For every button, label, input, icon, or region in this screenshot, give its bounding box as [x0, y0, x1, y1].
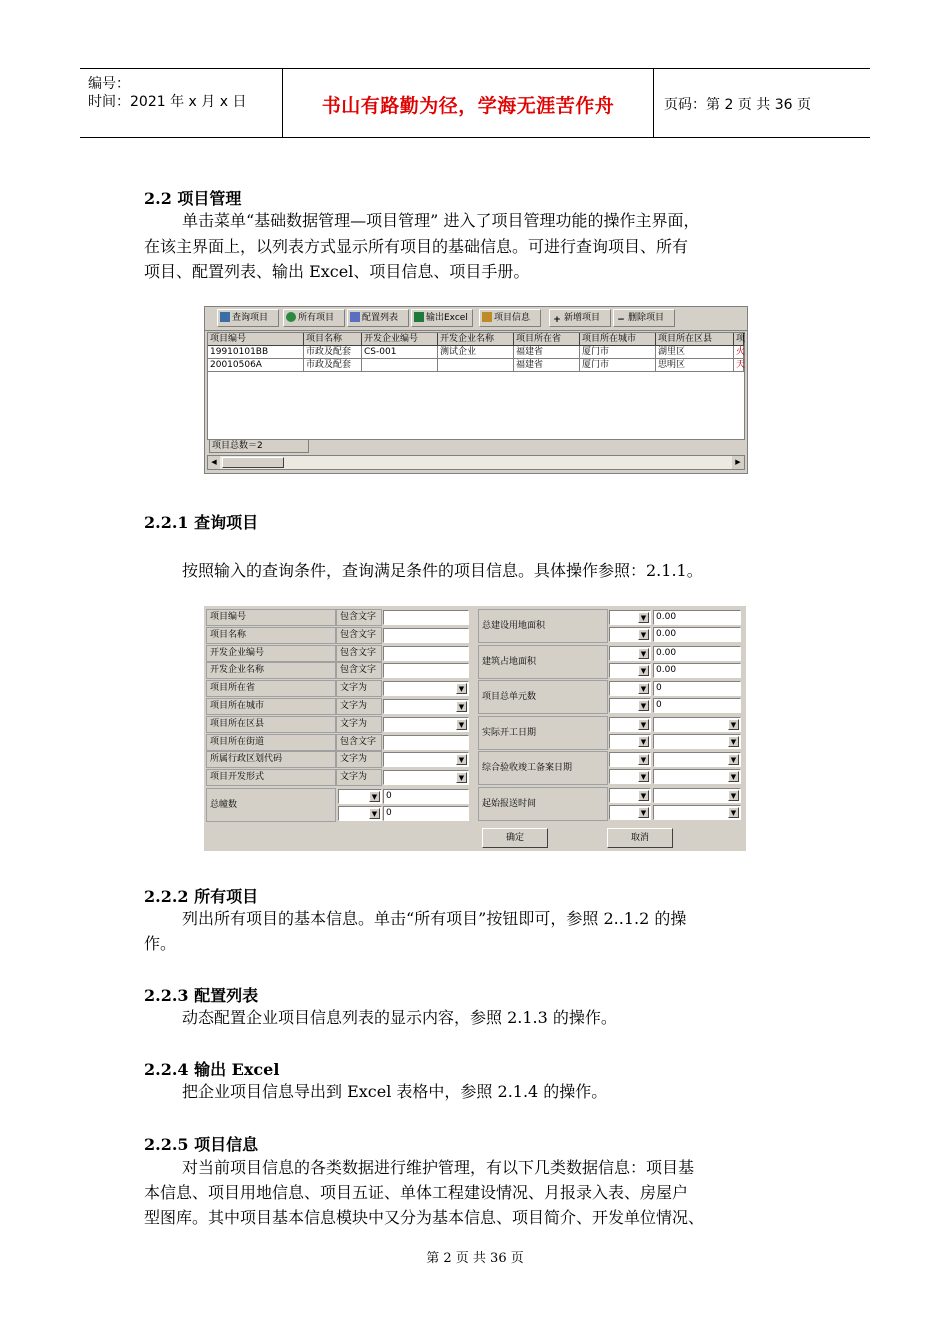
table-cell[interactable]: 天: [736, 360, 746, 370]
section-2-2-line-2: 在该主界面上，以列表方式显示所有项目的基础信息。可进行查询项目、所有: [144, 237, 689, 256]
dropdown-arrow-icon: ▼: [638, 612, 649, 623]
form-label: 综合验收竣工备案日期: [478, 751, 608, 785]
form-operator: 包含文字: [336, 645, 382, 662]
form-label: 项目所在区县: [206, 716, 336, 733]
config-icon: [350, 312, 360, 322]
table-cell[interactable]: 思明区: [656, 359, 734, 372]
table-header-cell[interactable]: 项目名称: [304, 333, 362, 346]
form-label: 项目名称: [206, 627, 336, 644]
range-date-select[interactable]: [653, 717, 741, 732]
form-operator: 包含文字: [336, 662, 382, 679]
delete-project-button[interactable]: − 删除项目: [613, 309, 675, 327]
excel-icon: [414, 312, 424, 322]
range-op-select[interactable]: [609, 698, 651, 713]
plus-icon: +: [553, 315, 561, 325]
minus-icon: −: [617, 315, 625, 325]
range-op-select[interactable]: [609, 734, 651, 749]
ok-button[interactable]: 确定: [482, 828, 548, 848]
form-label: 建筑占地面积: [478, 645, 608, 679]
dropdown-arrow-icon: ▼: [638, 700, 649, 711]
table-header-cell[interactable]: 开发企业编号: [362, 333, 438, 346]
dropdown-arrow-icon: ▼: [638, 807, 649, 818]
dropdown-arrow-icon: ▼: [638, 736, 649, 747]
table-cell[interactable]: 湖里区: [656, 346, 734, 359]
table-header-cell[interactable]: 项: [736, 334, 746, 344]
form-label: 项目编号: [206, 609, 336, 626]
total-floors-input-1[interactable]: 0: [383, 789, 469, 804]
form-select[interactable]: [383, 699, 469, 714]
page-info: 页码：第 2 页 共 36 页: [664, 97, 811, 113]
form-label: 起始报送时间: [478, 787, 608, 821]
section-2-2-title: 2.2 项目管理: [144, 189, 242, 208]
form-operator: 文字为: [336, 769, 382, 786]
table-header-cell[interactable]: 项目编号: [208, 333, 304, 346]
form-label: 项目开发形式: [206, 769, 336, 786]
section-2-2-4-title: 2.2.4 输出 Excel: [144, 1060, 280, 1079]
range-op-select[interactable]: [609, 663, 651, 678]
house-icon: [482, 312, 492, 322]
section-2-2-line-1: 单击菜单“基础数据管理—项目管理” 进入了项目管理功能的操作主界面，: [182, 211, 700, 230]
scroll-right-icon[interactable]: ▶: [732, 456, 744, 469]
section-2-2-3-title: 2.2.3 配置列表: [144, 986, 259, 1005]
total-count: 项目总数＝2: [209, 439, 309, 453]
number-label: 编号：: [88, 76, 130, 92]
range-date-select[interactable]: [653, 734, 741, 749]
table-cell[interactable]: 19910101BB: [208, 346, 304, 359]
table-header-cell[interactable]: 项目所在省: [514, 333, 580, 346]
toolbar: [205, 307, 747, 331]
form-label: 开发企业名称: [206, 662, 336, 679]
page-footer: 第 2 页 共 36 页: [426, 1251, 524, 1266]
cancel-button[interactable]: 取消: [607, 828, 673, 848]
dropdown-arrow-icon: ▼: [728, 790, 739, 801]
globe-icon: [286, 312, 296, 322]
form-input[interactable]: [383, 646, 469, 661]
range-op-select[interactable]: [609, 610, 651, 625]
table-cell[interactable]: [438, 359, 514, 372]
page-header: [80, 68, 870, 138]
section-2-2-1-text: 按照输入的查询条件，查询满足条件的项目信息。具体操作参照：2.1.1。: [182, 561, 703, 580]
search-icon: [220, 312, 230, 322]
form-select[interactable]: [383, 717, 469, 732]
section-2-2-5-line-2: 本信息、项目用地信息、项目五证、单体工程建设情况、月报录入表、房屋户: [144, 1183, 689, 1202]
section-2-2-1-title: 2.2.1 查询项目: [144, 513, 259, 532]
table-cell[interactable]: 厦门市: [580, 346, 656, 359]
table-cell[interactable]: [362, 359, 438, 372]
dropdown-arrow-icon: ▼: [638, 665, 649, 676]
table-header-cell[interactable]: 项目所在城市: [580, 333, 656, 346]
table-cell[interactable]: 市政及配套: [304, 359, 362, 372]
section-2-2-2-line-2: 作。: [144, 934, 177, 953]
form-input[interactable]: [383, 663, 469, 678]
dropdown-arrow-icon: ▼: [456, 683, 467, 694]
form-label: 开发企业编号: [206, 645, 336, 662]
dropdown-arrow-icon: ▼: [369, 791, 380, 802]
total-floors-op-select-1[interactable]: [338, 789, 382, 804]
section-2-2-3-text: 动态配置企业项目信息列表的显示内容，参照 2.1.3 的操作。: [182, 1008, 617, 1027]
table-cell[interactable]: 福建省: [514, 346, 580, 359]
form-label: 项目总单元数: [478, 680, 608, 714]
dropdown-arrow-icon: ▼: [638, 771, 649, 782]
header-center-cell: [283, 69, 654, 137]
section-2-2-5-title: 2.2.5 项目信息: [144, 1135, 259, 1154]
range-op-select[interactable]: [609, 717, 651, 732]
range-value-input[interactable]: 0.00: [653, 627, 741, 642]
dropdown-arrow-icon: ▼: [456, 701, 467, 712]
export-excel-button[interactable]: 输出Excel: [411, 309, 473, 327]
dropdown-arrow-icon: ▼: [728, 807, 739, 818]
dropdown-arrow-icon: ▼: [728, 771, 739, 782]
range-date-select[interactable]: [653, 805, 741, 820]
dropdown-arrow-icon: ▼: [369, 808, 380, 819]
section-2-2-5-line-1: 对当前项目信息的各类数据进行维护管理，有以下几类数据信息：项目基: [182, 1158, 695, 1177]
header-left-cell: [80, 69, 283, 137]
range-date-select[interactable]: [653, 769, 741, 784]
time-label: 时间：2021 年 x 月 x 日: [88, 94, 247, 110]
section-2-2-2-line-1: 列出所有项目的基本信息。单击“所有项目”按钮即可，参照 2..1.2 的操: [182, 909, 687, 928]
section-2-2-line-3: 项目、配置列表、输出 Excel、项目信息、项目手册。: [144, 262, 530, 281]
range-value-input[interactable]: 0.00: [653, 646, 741, 661]
form-label: 项目所在省: [206, 680, 336, 697]
dropdown-arrow-icon: ▼: [456, 754, 467, 765]
dropdown-arrow-icon: ▼: [638, 719, 649, 730]
table-header-cell[interactable]: 开发企业名称: [438, 333, 514, 346]
dropdown-arrow-icon: ▼: [728, 719, 739, 730]
range-date-select[interactable]: [653, 752, 741, 767]
dropdown-arrow-icon: ▼: [456, 719, 467, 730]
scroll-thumb[interactable]: [222, 457, 284, 468]
table-cell[interactable]: 20010506A: [208, 359, 304, 372]
range-date-select[interactable]: [653, 788, 741, 803]
form-label: 总幢数: [206, 788, 336, 822]
form-operator: 包含文字: [336, 609, 382, 626]
section-2-2-5-line-3: 型图库。其中项目基本信息模块中又分为基本信息、项目简介、开发单位情况、: [144, 1208, 705, 1227]
form-label: 所属行政区划代码: [206, 751, 336, 768]
table-header-cell[interactable]: 项目所在区县: [656, 333, 734, 346]
header-right-cell: [654, 69, 870, 137]
form-operator: 文字为: [336, 716, 382, 733]
dropdown-arrow-icon: ▼: [638, 683, 649, 694]
range-value-input[interactable]: 0: [653, 681, 741, 696]
add-project-button[interactable]: + 新增项目: [549, 309, 611, 327]
form-label: 项目所在城市: [206, 698, 336, 715]
dropdown-arrow-icon: ▼: [728, 736, 739, 747]
all-projects-button[interactable]: 所有项目: [283, 309, 345, 327]
project-info-button[interactable]: 项目信息: [479, 309, 541, 327]
table-cell[interactable]: 福建省: [514, 359, 580, 372]
range-op-select[interactable]: [609, 646, 651, 661]
form-input[interactable]: [383, 628, 469, 643]
range-op-select[interactable]: [609, 681, 651, 696]
dropdown-arrow-icon: ▼: [638, 648, 649, 659]
total-floors-op-select-2[interactable]: [338, 806, 382, 821]
form-operator: 文字为: [336, 751, 382, 768]
range-value-input[interactable]: 0.00: [653, 663, 741, 678]
form-input[interactable]: [383, 610, 469, 625]
range-op-select[interactable]: [609, 627, 651, 642]
form-select[interactable]: [383, 752, 469, 767]
form-operator: 文字为: [336, 698, 382, 715]
query-form-window: [204, 606, 746, 851]
horizontal-scrollbar[interactable]: [207, 455, 745, 470]
form-label: 项目所在街道: [206, 734, 336, 751]
form-operator: 文字为: [336, 680, 382, 697]
dropdown-arrow-icon: ▼: [456, 772, 467, 783]
range-op-select[interactable]: [609, 788, 651, 803]
range-value-input[interactable]: 0: [653, 698, 741, 713]
form-operator: 包含文字: [336, 627, 382, 644]
project-list-window: [204, 306, 748, 474]
form-label: 实际开工日期: [478, 716, 608, 750]
form-label: 总建设用地面积: [478, 609, 608, 643]
form-select[interactable]: [383, 770, 469, 785]
table-cell[interactable]: 市政及配套: [304, 346, 362, 359]
range-op-select[interactable]: [609, 769, 651, 784]
section-2-2-2-title: 2.2.2 所有项目: [144, 887, 259, 906]
dropdown-arrow-icon: ▼: [638, 754, 649, 765]
dropdown-arrow-icon: ▼: [728, 754, 739, 765]
dropdown-arrow-icon: ▼: [638, 790, 649, 801]
form-input[interactable]: [383, 735, 469, 750]
form-operator: 包含文字: [336, 734, 382, 751]
scroll-left-icon[interactable]: ◀: [208, 456, 220, 469]
query-project-button[interactable]: 查询项目: [217, 309, 279, 327]
form-select[interactable]: [383, 681, 469, 696]
range-op-select[interactable]: [609, 805, 651, 820]
project-table: [207, 332, 745, 440]
total-floors-input-2[interactable]: 0: [383, 806, 469, 821]
config-list-button[interactable]: 配置列表: [347, 309, 409, 327]
table-cell[interactable]: 火: [736, 347, 746, 357]
section-2-2-4-text: 把企业项目信息导出到 Excel 表格中，参照 2.1.4 的操作。: [182, 1082, 608, 1101]
table-cell[interactable]: CS-001: [362, 346, 438, 359]
motto: 书山有路勤为径，学海无涯苦作舟: [321, 95, 615, 117]
range-value-input[interactable]: 0.00: [653, 610, 741, 625]
dropdown-arrow-icon: ▼: [638, 629, 649, 640]
range-op-select[interactable]: [609, 752, 651, 767]
table-cell[interactable]: 厦门市: [580, 359, 656, 372]
table-cell[interactable]: 测试企业: [438, 346, 514, 359]
